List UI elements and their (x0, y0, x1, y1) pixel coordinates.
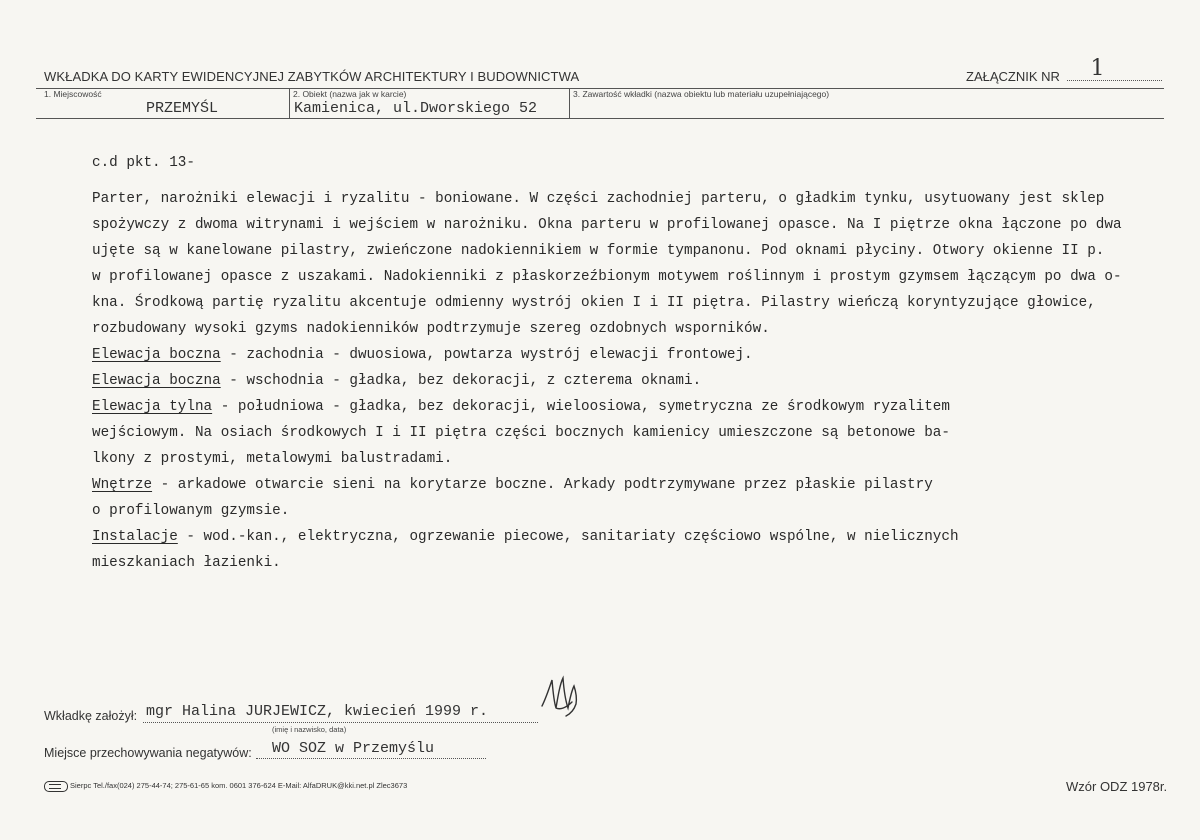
author-dotted-line (143, 722, 538, 723)
object-value: Kamienica, ul.Dworskiego 52 (294, 100, 538, 117)
attachment-label: ZAŁĄCZNIK NR (966, 69, 1060, 84)
text-line: mieszkaniach łazienki. (92, 555, 281, 571)
section-text: - wod.-kan., elektryczna, ogrzewanie piecowe, sanitariaty częściowo wspólne, w nielicznych (177, 529, 959, 545)
form-model-number: Wzór ODZ 1978r. (1066, 779, 1168, 794)
negatives-label: Miejsce przechowywania negatywów: (44, 746, 252, 760)
header-rule-bottom (36, 118, 1164, 119)
section-text: - arkadowe otwarcie sieni na korytarze boczne. Arkady podtrzymywane przez płaskie pilastry (152, 477, 933, 493)
attachment-number-field (966, 56, 1162, 84)
locality-label: 1. Miejscowość (44, 89, 102, 99)
author-value: mgr Halina JURJEWICZ, kwiecień 1999 r. (146, 703, 489, 720)
section-text: - południowa - gładka, bez dekoracji, wieloosiowa, symetryczna ze środkowym ryzalitem (212, 399, 950, 415)
text-line: o profilowanym gzymsie. (92, 503, 290, 519)
section-text: - zachodnia - dwuosiowa, powtarza wystrój elewacji frontowej. (220, 347, 753, 363)
printer-logo-icon (44, 781, 68, 792)
text-line (92, 524, 1132, 550)
text-line: wejściowym. Na osiach środkowych I i II piętra części bocznych kamienicy umieszczone są betonowe ba- (92, 425, 950, 441)
locality-value: PRZEMYŚL (146, 100, 219, 117)
section-heading: Elewacja boczna (92, 347, 221, 363)
text-line (92, 472, 1132, 498)
section-heading: Elewacja boczna (92, 373, 221, 389)
author-label: Wkładkę założył: (44, 709, 138, 723)
attachment-dotted-line (1067, 56, 1162, 81)
negatives-dotted-line (256, 758, 486, 759)
attachment-number: 1 (1090, 56, 1105, 81)
form-title: WKŁADKA DO KARTY EWIDENCYJNEJ ZABYTKÓW ARCHITEKTURY I BUDOWNICTWA (44, 69, 580, 84)
header-divider (569, 88, 570, 118)
signature-icon (536, 672, 584, 724)
negatives-value: WO SOZ w Przemyślu (272, 740, 435, 757)
section-heading: Instalacje (92, 529, 178, 545)
section-heading: Elewacja tylna (92, 399, 213, 415)
text-line (92, 368, 1132, 394)
text-line: rozbudowany wysoki gzyms nadokienników podtrzymuje szereg ozdobnych wsporników. (92, 321, 770, 337)
object-label: 2. Obiekt (nazwa jak w karcie) (293, 89, 407, 99)
text-line (92, 342, 1132, 368)
author-caption: (imię i nazwisko, data) (272, 725, 347, 734)
text-line: w profilowanej opasce z uszakami. Nadokienniki z płaskorzeźbionym motywem roślinnym i prostym gzymsem łączącym po dwa o- (92, 269, 1122, 285)
header-divider (289, 88, 290, 118)
description-text (92, 150, 1132, 576)
contents-label: 3. Zawartość wkładki (nazwa obiektu lub materiału uzupełniającego) (573, 89, 830, 99)
section-heading: Wnętrze (92, 477, 153, 493)
section-text: - wschodnia - gładka, bez dekoracji, z czterema oknami. (220, 373, 702, 389)
printer-imprint: Sierpc Tel./fax(024) 275-44-74; 275-61-65 kom. 0601 376-624 E-Mail: AlfaDRUK@kki.net.pl Zlec3673 (70, 781, 408, 790)
text-line: lkony z prostymi, metalowymi balustradami. (92, 451, 453, 467)
text-line: ujęte są w kanelowane pilastry, zwieńczone nadokiennikiem w formie tympanonu. Pod oknami płyciny. Otwory okienne II p. (92, 243, 1105, 259)
text-line: kna. Środkową partię ryzalitu akcentuje odmienny wystrój okien I i II piętra. Pilastry wieńczą koryntyzujące głowice, (92, 295, 1096, 311)
text-line (92, 394, 1132, 420)
text-line: Parter, narożniki elewacji i ryzalitu - boniowane. W części zachodniej parteru, o gładkim tynku, usytuowany jest sklep (92, 191, 1105, 207)
text-line: spożywczy z dwoma witrynami i wejściem w narożniku. Okna parteru w profilowanej opasce. Na I piętrze okna łączone po dwa (92, 217, 1122, 233)
section-reference: c.d pkt. 13- (92, 155, 195, 171)
